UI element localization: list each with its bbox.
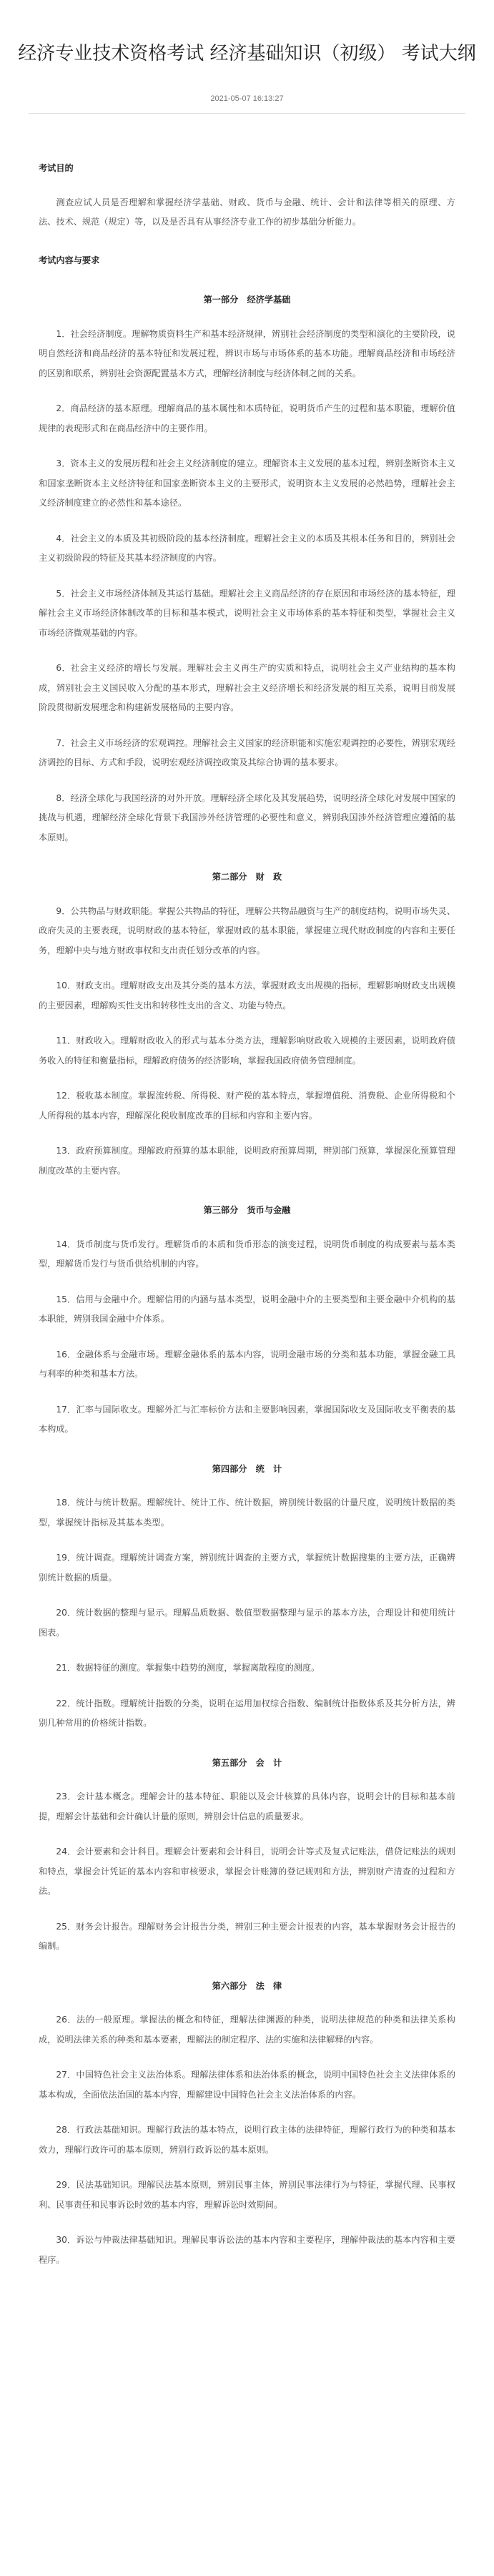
section-title: 第五部分 会 计 xyxy=(212,1757,282,1768)
item-paragraph: 22．统计指数。理解统计指数的分类，说明在运用加权综合指数、编制统计指数体系及其分析方法，辨别几种常用的价格统计指数。 xyxy=(39,1698,455,1728)
section-title: 第一部分 经济学基础 xyxy=(203,295,291,305)
article-title: 经济专业技术资格考试 经济基础知识（初级） 考试大纲 xyxy=(18,43,476,64)
section-title: 第三部分 货币与金融 xyxy=(203,1205,291,1215)
item-paragraph: 14．货币制度与货币发行。理解货币的本质和货币形态的演变过程，说明货币制度的构成要素与基本类型，理解货币发行与货币供给机制的内容。 xyxy=(39,1239,455,1269)
item-paragraph: 30．诉讼与仲裁法律基础知识。理解民事诉讼法的基本内容和主要程序，理解仲裁法的基本内容和主要程序。 xyxy=(39,2235,455,2265)
item-paragraph: 11．财政收入。理解财政收入的形式与基本分类方法，理解影响财政收入规模的主要因素，说明政府债务收入的特征和衡量指标，理解政府债务的经济影响，掌握我国政府债务管理制度。 xyxy=(39,1036,455,1066)
publish-date: 2021-05-07 16:13:27 xyxy=(210,94,284,103)
item-paragraph: 24．会计要素和会计科目。理解会计要素和会计科目，说明会计等式及复式记账法，借贷记账法的规则和特点，掌握会计凭证的基本内容和审核要求，掌握会计账簿的登记规则和方法，辨别财产清查的过程和方法。 xyxy=(39,1847,455,1896)
item-paragraph: 29．民法基础知识。理解民法基本原则，辨别民事主体，辨别民事法律行为与特征，掌握代理、民事权利、民事责任和民事诉讼时效的基本内容，理解诉讼时效期间。 xyxy=(39,2180,455,2210)
item-paragraph: 3．资本主义的发展历程和社会主义经济制度的建立。理解资本主义发展的基本过程，辨别垄断资本主义和国家垄断资本主义经济特征和国家垄断资本主义的主要形式，说明资本主义发展的必然趋势，理解社会主义经济制度建立的必然性和基本途径。 xyxy=(39,458,455,508)
item-paragraph: 12．税收基本制度。掌握流转税、所得税、财产税的基本特点，掌握增值税、消费税、企业所得税和个人所得税的基本内容，理解深化税收制度改革的目标和内容和主要内容。 xyxy=(39,1091,455,1121)
item-paragraph: 27．中国特色社会主义法治体系。理解法律体系和法治体系的概念，说明中国特色社会主义法律体系的基本构成，全面依法治国的基本内容，理解建设中国特色社会主义法治体系的内容。 xyxy=(39,2070,455,2100)
item-paragraph: 5．社会主义市场经济体制及其运行基础。理解社会主义商品经济的存在原因和市场经济的基本特征，理解社会主义市场经济体制改革的目标和基本模式，说明社会主义市场体系的基本特征和类型，掌握社会主义市场经济微观基础的内容。 xyxy=(39,588,455,638)
section-title: 第六部分 法 律 xyxy=(212,1980,282,1991)
item-paragraph: 9．公共物品与财政职能。掌握公共物品的特征，理解公共物品融资与生产的制度结构，说明市场失灵、政府失灵的主要表现，说明财政的基本特征，掌握财政的基本职能，掌握建立现代财政制度的内容和主要任务，理解中央与地方财政事权和支出责任划分改革的内容。 xyxy=(39,905,455,955)
item-paragraph: 18．统计与统计数据。理解统计、统计工作、统计数据，辨别统计数据的计量尺度，说明统计数据的类型，掌握统计指标及其基本类型。 xyxy=(39,1498,455,1528)
header-divider xyxy=(29,113,465,114)
item-paragraph: 17．汇率与国际收支。理解外汇与汇率标价方法和主要影响因素，掌握国际收支及国际收支平衡表的基本构成。 xyxy=(39,1404,455,1434)
item-paragraph: 23．会计基本概念。理解会计的基本特征、职能以及会计核算的具体内容，说明会计的目标和基本前提，理解会计基础和会计确认计量的原则，辨别会计信息的质量要求。 xyxy=(39,1791,455,1822)
goal-paragraph: 测查应试人员是否理解和掌握经济学基础、财政、货币与金融、统计、会计和法律等相关的原理、方法、技术、规范（规定）等，以及是否具有从事经济专业工作的初步基础分析能力。 xyxy=(39,197,455,227)
item-paragraph: 26．法的一般原理。掌握法的概念和特征，理解法律渊源的种类，说明法律规范的种类和法律关系构成，说明法律关系的种类和基本要素，理解法的制定程序、法的实施和法律解释的内容。 xyxy=(39,2015,455,2045)
item-paragraph: 21．数据特征的测度。掌握集中趋势的测度，掌握离散程度的测度。 xyxy=(56,1663,320,1673)
item-paragraph: 10．财政支出。理解财政支出及其分类的基本方法，掌握财政支出规模的指标，理解影响财政支出规模的主要因素，理解购买性支出和转移性支出的含义、功能与特点。 xyxy=(39,980,455,1011)
item-paragraph: 7．社会主义市场经济的宏观调控。理解社会主义国家的经济职能和实施宏观调控的必要性，辨别宏观经济调控的目标、方式和手段，说明宏观经济调控政策及其综合协调的基本要求。 xyxy=(39,737,455,767)
item-paragraph: 28．行政法基础知识。理解行政法的基本特点，说明行政主体的法律特征，理解行政行为的种类和基本效力，理解行政许可的基本原则，辨别行政诉讼的基本原则。 xyxy=(39,2125,455,2155)
item-paragraph: 25．财务会计报告。理解财务会计报告分类，辨别三种主要会计报表的内容，基本掌握财务会计报告的编制。 xyxy=(39,1921,455,1951)
item-paragraph: 8．经济全球化与我国经济的对外开放。理解经济全球化及其发展趋势，说明经济全球化对发展中国家的挑战与机遇，理解经济全球化背景下我国涉外经济管理的必要性和意义，辨别我国涉外经济管理应遵循的基本原则。 xyxy=(39,792,455,842)
item-paragraph: 13．政府预算制度。理解政府预算的基本职能，说明政府预算周期，辨别部门预算，掌握深化预算管理制度改革的主要内容。 xyxy=(39,1146,455,1176)
item-paragraph: 1．社会经济制度。理解物质资料生产和基本经济规律，辨别社会经济制度的类型和演化的主要阶段，说明自然经济和商品经济的基本特征和发展过程，辨识市场与市场体系的基本功能。理解商品经济和市场经济的区别和联系，辨别社会资源配置基本方式，理解经济制度与经济体制之间的关系。 xyxy=(39,328,455,378)
item-paragraph: 20．统计数据的整理与显示。理解品质数据、数值型数据整理与显示的基本方法，合理设计和使用统计图表。 xyxy=(39,1608,455,1638)
article-body xyxy=(39,159,455,2286)
item-paragraph: 15．信用与金融中介。理解信用的内涵与基本类型，说明金融中介的主要类型和主要金融中介机构的基本职能，辨别我国金融中介体系。 xyxy=(39,1294,455,1324)
section-title: 第四部分 统 计 xyxy=(212,1463,282,1474)
item-paragraph: 4．社会主义的本质及其初级阶段的基本经济制度。理解社会主义的本质及其根本任务和目的，辨别社会主义初级阶段的特征及其基本经济制度的内容。 xyxy=(39,533,455,563)
section-title: 第二部分 财 政 xyxy=(212,872,282,882)
item-paragraph: 16．金融体系与金融市场。理解金融体系的基本内容，说明金融市场的分类和基本功能，掌握金融工具与利率的种类和基本方法。 xyxy=(39,1349,455,1379)
item-paragraph: 19．统计调查。理解统计调查方案，辨别统计调查的主要方式，掌握统计数据搜集的主要方法，正确辨别统计数据的质量。 xyxy=(39,1553,455,1583)
goal-heading: 考试目的 xyxy=(39,163,74,173)
item-paragraph: 2．商品经济的基本原理。理解商品的基本属性和本质特征，说明货币产生的过程和基本职能，理解价值规律的表现形式和在商品经济中的主要作用。 xyxy=(39,403,455,433)
requirements-heading: 考试内容与要求 xyxy=(39,255,100,265)
item-paragraph: 6．社会主义经济的增长与发展。理解社会主义再生产的实质和特点，说明社会主义产业结构的基本构成，辨别社会主义国民收入分配的基本形式，理解社会主义经济增长和经济发展的相互关系，说明目前发展阶段贯彻新发展理念和构建新发展格局的主要内容。 xyxy=(39,663,455,712)
